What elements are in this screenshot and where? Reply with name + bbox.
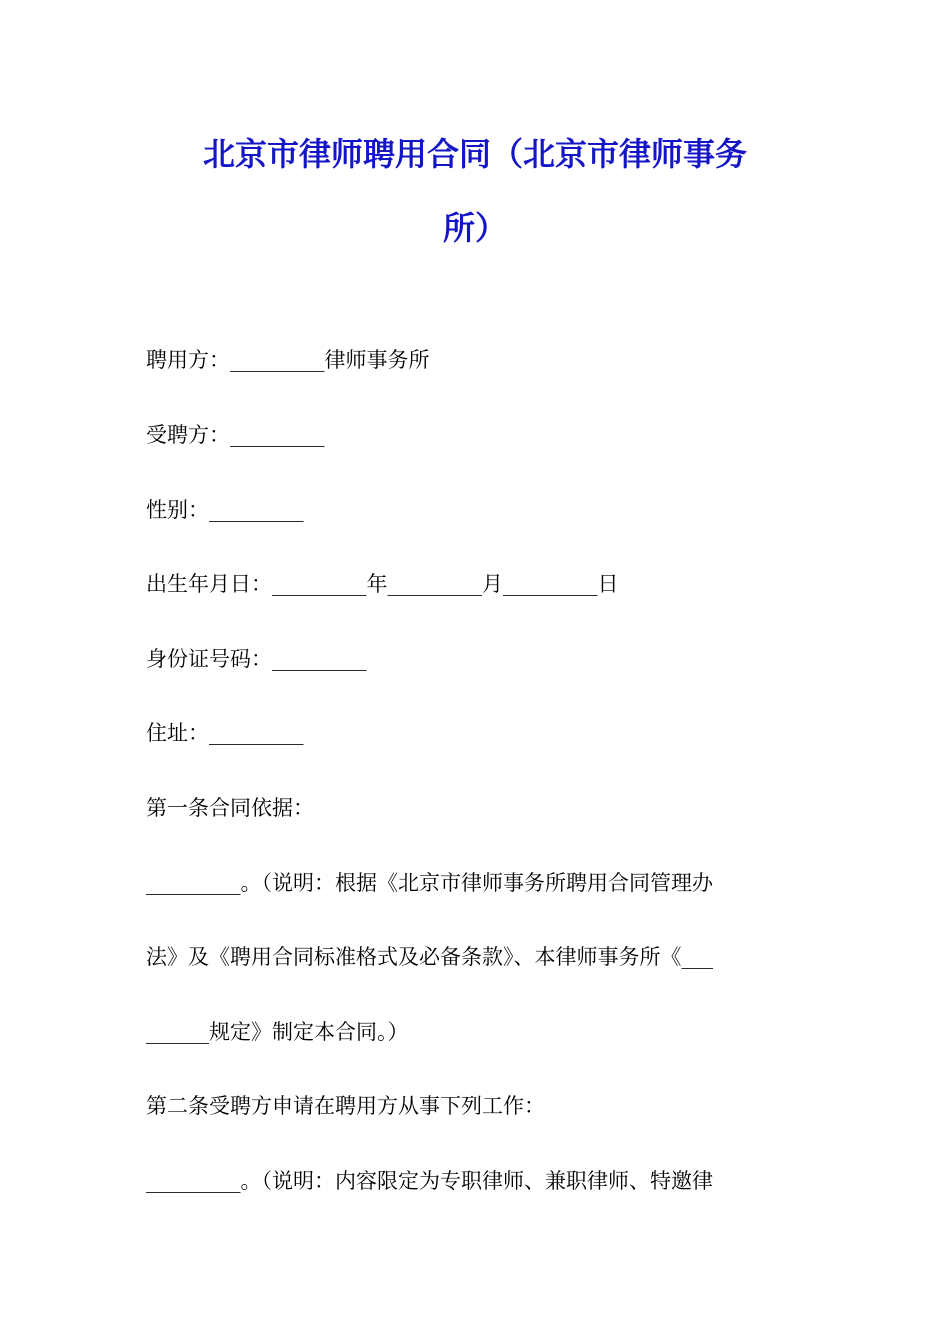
birth-date-field: 出生年月日：_________年_________月_________日 — [146, 572, 619, 596]
address-field: 住址：_________ — [146, 721, 304, 745]
article-2-heading: 第二条受聘方申请在聘用方从事下列工作： — [146, 1094, 545, 1118]
employer-field: 聘用方：_________律师事务所 — [146, 348, 430, 372]
article-1-text-line-2: 法》及《聘用合同标准格式及必备条款》、本律师事务所《___ — [146, 945, 713, 969]
article-1-heading: 第一条合同依据： — [146, 796, 314, 820]
document-title-line-2: 所） — [442, 209, 507, 247]
article-1-text-line-3: ______规定》制定本合同。） — [146, 1020, 409, 1044]
article-1-text-line-1: _________。（说明：根据《北京市律师事务所聘用合同管理办 — [146, 871, 713, 895]
gender-field: 性别：_________ — [146, 498, 304, 522]
document-title-line-1: 北京市律师聘用合同（北京市律师事务 — [202, 135, 747, 173]
id-number-field: 身份证号码：_________ — [146, 647, 367, 671]
article-2-text-line-1: _________。（说明：内容限定为专职律师、兼职律师、特邀律 — [146, 1169, 713, 1193]
employee-field: 受聘方：_________ — [146, 423, 325, 447]
